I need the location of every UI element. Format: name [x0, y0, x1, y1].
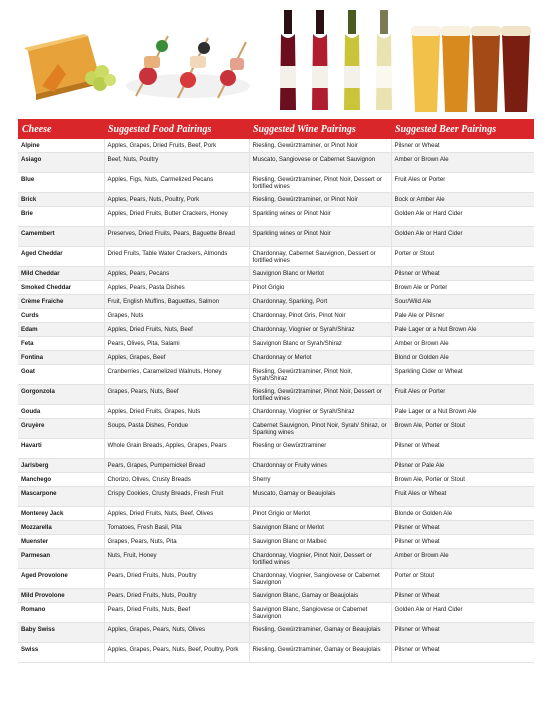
four-wine-bottles — [268, 6, 408, 116]
cell-cheese: Jarlsberg — [18, 459, 104, 473]
table-row — [18, 323, 534, 337]
table-row — [18, 549, 534, 569]
cell-food: Soups, Pasta Dishes, Fondue — [104, 419, 249, 439]
cell-food: Pears, Dried Fruits, Nuts, Poultry — [104, 589, 249, 603]
cell-cheese: Manchego — [18, 473, 104, 487]
cell-cheese: Smoked Cheddar — [18, 281, 104, 295]
cell-wine: Riesling, Gewürztraminer, Pinot Noir, Dessert or fortified wines — [249, 385, 391, 405]
four-beer-glasses — [410, 6, 534, 116]
cell-beer: Pilsner or Wheat — [391, 589, 534, 603]
header-food: Suggested Food Pairings — [104, 119, 249, 139]
cell-food: Apples, Pears, Pasta Dishes — [104, 281, 249, 295]
table-row — [18, 193, 534, 207]
cell-cheese: Havarti — [18, 439, 104, 459]
cell-wine: Riesling, Gewürztraminer, Pinot Noir, Dessert or fortified wines — [249, 173, 391, 193]
cell-beer: Pilsner or Wheat — [391, 521, 534, 535]
cell-food: Pears, Dried Fruits, Nuts, Poultry — [104, 569, 249, 589]
header-wine: Suggested Wine Pairings — [249, 119, 391, 139]
table-row — [18, 267, 534, 281]
table-row — [18, 459, 534, 473]
table-row — [18, 439, 534, 459]
table-row — [18, 419, 534, 439]
cell-wine: Riesling or Gewürztraminer — [249, 439, 391, 459]
table-row — [18, 569, 534, 589]
cell-wine: Chardonnay, Sparking, Port — [249, 295, 391, 309]
table-row — [18, 173, 534, 193]
cell-beer: Porter or Stout — [391, 247, 534, 267]
table-row — [18, 139, 534, 153]
cell-wine: Sauvignon Blanc or Syrah/Shiraz — [249, 337, 391, 351]
cell-wine: Sauvignon Blanc, Gamay or Beaujolais — [249, 589, 391, 603]
cell-cheese: Swiss — [18, 643, 104, 663]
cell-wine: Chardonnay, Viognier, Pinot Noir, Dessert or fortified wines — [249, 549, 391, 569]
table-row — [18, 535, 534, 549]
cell-beer: Amber or Brown Ale — [391, 549, 534, 569]
cell-cheese: Blue — [18, 173, 104, 193]
cell-wine: Riesling, Gewürztraminer, or Pinot Noir — [249, 139, 391, 153]
table-row — [18, 351, 534, 365]
cell-cheese: Asiago — [18, 153, 104, 173]
cell-wine: Chardonnay or Fruity wines — [249, 459, 391, 473]
cell-beer: Amber or Brown Ale — [391, 153, 534, 173]
cell-food: Whole Grain Breads, Apples, Grapes, Pears — [104, 439, 249, 459]
table-row — [18, 473, 534, 487]
cell-cheese: Romano — [18, 603, 104, 623]
cell-wine: Sauvignon Blanc or Merlot — [249, 267, 391, 281]
cell-cheese: Monterey Jack — [18, 507, 104, 521]
cell-beer: Pilsner or Wheat — [391, 267, 534, 281]
cell-cheese: Gruyère — [18, 419, 104, 439]
cell-food: Grapes, Pears, Nuts, Beef — [104, 385, 249, 405]
header-row — [18, 119, 534, 139]
cell-beer: Pale Lager or a Nut Brown Ale — [391, 405, 534, 419]
cell-wine: Sauvignon Blanc, Sangiovese or Cabernet Sauvignon — [249, 603, 391, 623]
cell-beer: Golden Ale or Hard Cider — [391, 207, 534, 227]
cell-wine: Sparkling wines or Pinot Noir — [249, 207, 391, 227]
cell-cheese: Camembert — [18, 227, 104, 247]
table-row — [18, 405, 534, 419]
cell-beer: Pilsner or Wheat — [391, 535, 534, 549]
photo-banner — [18, 6, 534, 116]
cell-food: Apples, Pears, Nuts, Poultry, Pork — [104, 193, 249, 207]
cell-beer: Brown Ale, Porter or Stout — [391, 419, 534, 439]
cell-wine: Sauvignon Blanc or Malbec — [249, 535, 391, 549]
cell-food: Grapes, Nuts — [104, 309, 249, 323]
cell-food: Pears, Grapes, Pumpernickel Bread — [104, 459, 249, 473]
table-row — [18, 365, 534, 385]
cell-beer: Brown Ale or Porter — [391, 281, 534, 295]
table-row — [18, 623, 534, 643]
header-cheese: Cheese — [18, 119, 104, 139]
cell-cheese: Mascarpone — [18, 487, 104, 507]
cell-wine: Riesling, Gewürztraminer, Gamay or Beaujolais — [249, 623, 391, 643]
table-row — [18, 487, 534, 507]
cell-cheese: Brick — [18, 193, 104, 207]
cell-beer: Golden Ale or Hard Cider — [391, 603, 534, 623]
cell-food: Apples, Dried Fruits, Nuts, Beef, Olives — [104, 507, 249, 521]
cell-wine: Chardonnay, Pinot Gris, Pinot Noir — [249, 309, 391, 323]
cell-wine: Muscato, Gamay or Beaujolais — [249, 487, 391, 507]
cell-wine: Chardonnay, Viognier or Syrah/Shiraz — [249, 323, 391, 337]
cell-beer: Fruit Ales or Wheat — [391, 487, 534, 507]
cell-beer: Porter or Stout — [391, 569, 534, 589]
cell-cheese: Mild Cheddar — [18, 267, 104, 281]
cell-cheese: Aged Cheddar — [18, 247, 104, 267]
table-row — [18, 227, 534, 247]
cell-beer: Pilsner or Wheat — [391, 439, 534, 459]
cell-food: Nuts, Fruit, Honey — [104, 549, 249, 569]
cell-cheese: Brie — [18, 207, 104, 227]
table-row — [18, 309, 534, 323]
cell-food: Apples, Dried Fruits, Butter Crackers, Honey — [104, 207, 249, 227]
cell-food: Dried Fruits, Table Water Crackers, Almonds — [104, 247, 249, 267]
cell-beer: Fruit Ales or Porter — [391, 173, 534, 193]
cell-cheese: Muenster — [18, 535, 104, 549]
cell-beer: Pilsner or Wheat — [391, 643, 534, 663]
antipasto-skewers — [118, 6, 258, 116]
cell-wine: Pinot Grigio — [249, 281, 391, 295]
table-row — [18, 603, 534, 623]
cell-food: Pears, Dried Fruits, Nuts, Beef — [104, 603, 249, 623]
cell-cheese: Gorgonzola — [18, 385, 104, 405]
cell-beer: Pilsner or Wheat — [391, 139, 534, 153]
cell-beer: Sparkling Cider or Wheat — [391, 365, 534, 385]
table-row — [18, 337, 534, 351]
cell-wine: Chardonnay, Cabernet Sauvignon, Dessert or fortified wines — [249, 247, 391, 267]
cell-beer: Golden Ale or Hard Cider — [391, 227, 534, 247]
cell-cheese: Feta — [18, 337, 104, 351]
table-row — [18, 589, 534, 603]
cell-cheese: Curds — [18, 309, 104, 323]
cell-cheese: Mozzarella — [18, 521, 104, 535]
table-row — [18, 247, 534, 267]
cell-food: Apples, Grapes, Pears, Nuts, Olives — [104, 623, 249, 643]
cell-wine: Riesling, Gewürztraminer, Pinot Noir, Syrah/Shiraz — [249, 365, 391, 385]
cell-beer: Bock or Amber Ale — [391, 193, 534, 207]
cell-beer: Pale Lager or a Nut Brown Ale — [391, 323, 534, 337]
table-row — [18, 207, 534, 227]
cell-beer: Pale Ale or Pilsner — [391, 309, 534, 323]
table-row — [18, 521, 534, 535]
cell-cheese: Crème Fraiche — [18, 295, 104, 309]
cell-cheese: Parmesan — [18, 549, 104, 569]
cell-cheese: Mild Provolone — [18, 589, 104, 603]
cell-cheese: Baby Swiss — [18, 623, 104, 643]
cell-food: Fruit, English Muffins, Baguettes, Salmon — [104, 295, 249, 309]
cell-food: Grapes, Pears, Nuts, Pita — [104, 535, 249, 549]
cell-wine: Riesling, Gewürztraminer, Gamay or Beaujolais — [249, 643, 391, 663]
cell-wine: Riesling, Gewürztraminer, or Pinot Noir — [249, 193, 391, 207]
cell-food: Apples, Grapes, Dried Fruits, Beef, Pork — [104, 139, 249, 153]
cell-wine: Cabernet Sauvignon, Pinot Noir, Syrah/ Shiraz, or Sparking wines — [249, 419, 391, 439]
cell-beer: Pilsner or Wheat — [391, 623, 534, 643]
cell-wine: Chardonnay, Viognier, Sangiovese or Cabernet Sauvignon — [249, 569, 391, 589]
cell-cheese: Fontina — [18, 351, 104, 365]
cell-wine: Chardonnay, Viognier or Syrah/Shiraz — [249, 405, 391, 419]
cell-cheese: Gouda — [18, 405, 104, 419]
cell-food: Apples, Grapes, Pears, Nuts, Beef, Poultry, Pork — [104, 643, 249, 663]
cell-beer: Blonde or Golden Ale — [391, 507, 534, 521]
cell-food: Apples, Grapes, Beef — [104, 351, 249, 365]
cell-wine: Chardonnay or Merlot — [249, 351, 391, 365]
cell-beer: Sour/Wild Ale — [391, 295, 534, 309]
cell-food: Apples, Figs, Nuts, Carmelized Pecans — [104, 173, 249, 193]
cell-food: Tomatoes, Fresh Basil, Pita — [104, 521, 249, 535]
cell-cheese: Alpine — [18, 139, 104, 153]
cell-beer: Pilsner or Pale Ale — [391, 459, 534, 473]
cell-beer: Blond or Golden Ale — [391, 351, 534, 365]
table-row — [18, 281, 534, 295]
cell-food: Preserves, Dried Fruits, Pears, Baguette Bread — [104, 227, 249, 247]
cell-beer: Fruit Ales or Porter — [391, 385, 534, 405]
cell-wine: Pinot Grigio or Merlot — [249, 507, 391, 521]
cell-food: Apples, Pears, Pecans — [104, 267, 249, 281]
table-row — [18, 153, 534, 173]
cheese-wedge-with-grapes — [18, 6, 118, 116]
cell-food: Beef, Nuts, Poultry — [104, 153, 249, 173]
pairings-table — [18, 119, 534, 663]
cell-food: Crispy Cookies, Crusty Breads, Fresh Fruit — [104, 487, 249, 507]
cell-food: Pears, Olives, Pita, Salami — [104, 337, 249, 351]
cell-beer: Amber or Brown Ale — [391, 337, 534, 351]
cell-cheese: Aged Provolone — [18, 569, 104, 589]
cell-wine: Sauvignon Blanc or Merlot — [249, 521, 391, 535]
cell-food: Apples, Dried Fruits, Nuts, Beef — [104, 323, 249, 337]
cell-cheese: Edam — [18, 323, 104, 337]
cell-wine: Muscato, Sangiovese or Cabernet Sauvignon — [249, 153, 391, 173]
table-row — [18, 643, 534, 663]
cell-food: Chorizo, Olives, Crusty Breads — [104, 473, 249, 487]
table-row — [18, 385, 534, 405]
cell-cheese: Goat — [18, 365, 104, 385]
table-row — [18, 295, 534, 309]
header-beer: Suggested Beer Pairings — [391, 119, 534, 139]
cell-food: Apples, Dried Fruits, Grapes, Nuts — [104, 405, 249, 419]
cell-food: Cranberries, Caramelized Walnuts, Honey — [104, 365, 249, 385]
cell-beer: Brown Ale, Porter or Stout — [391, 473, 534, 487]
table-row — [18, 507, 534, 521]
cell-wine: Sherry — [249, 473, 391, 487]
cell-wine: Sparkling wines or Pinot Noir — [249, 227, 391, 247]
